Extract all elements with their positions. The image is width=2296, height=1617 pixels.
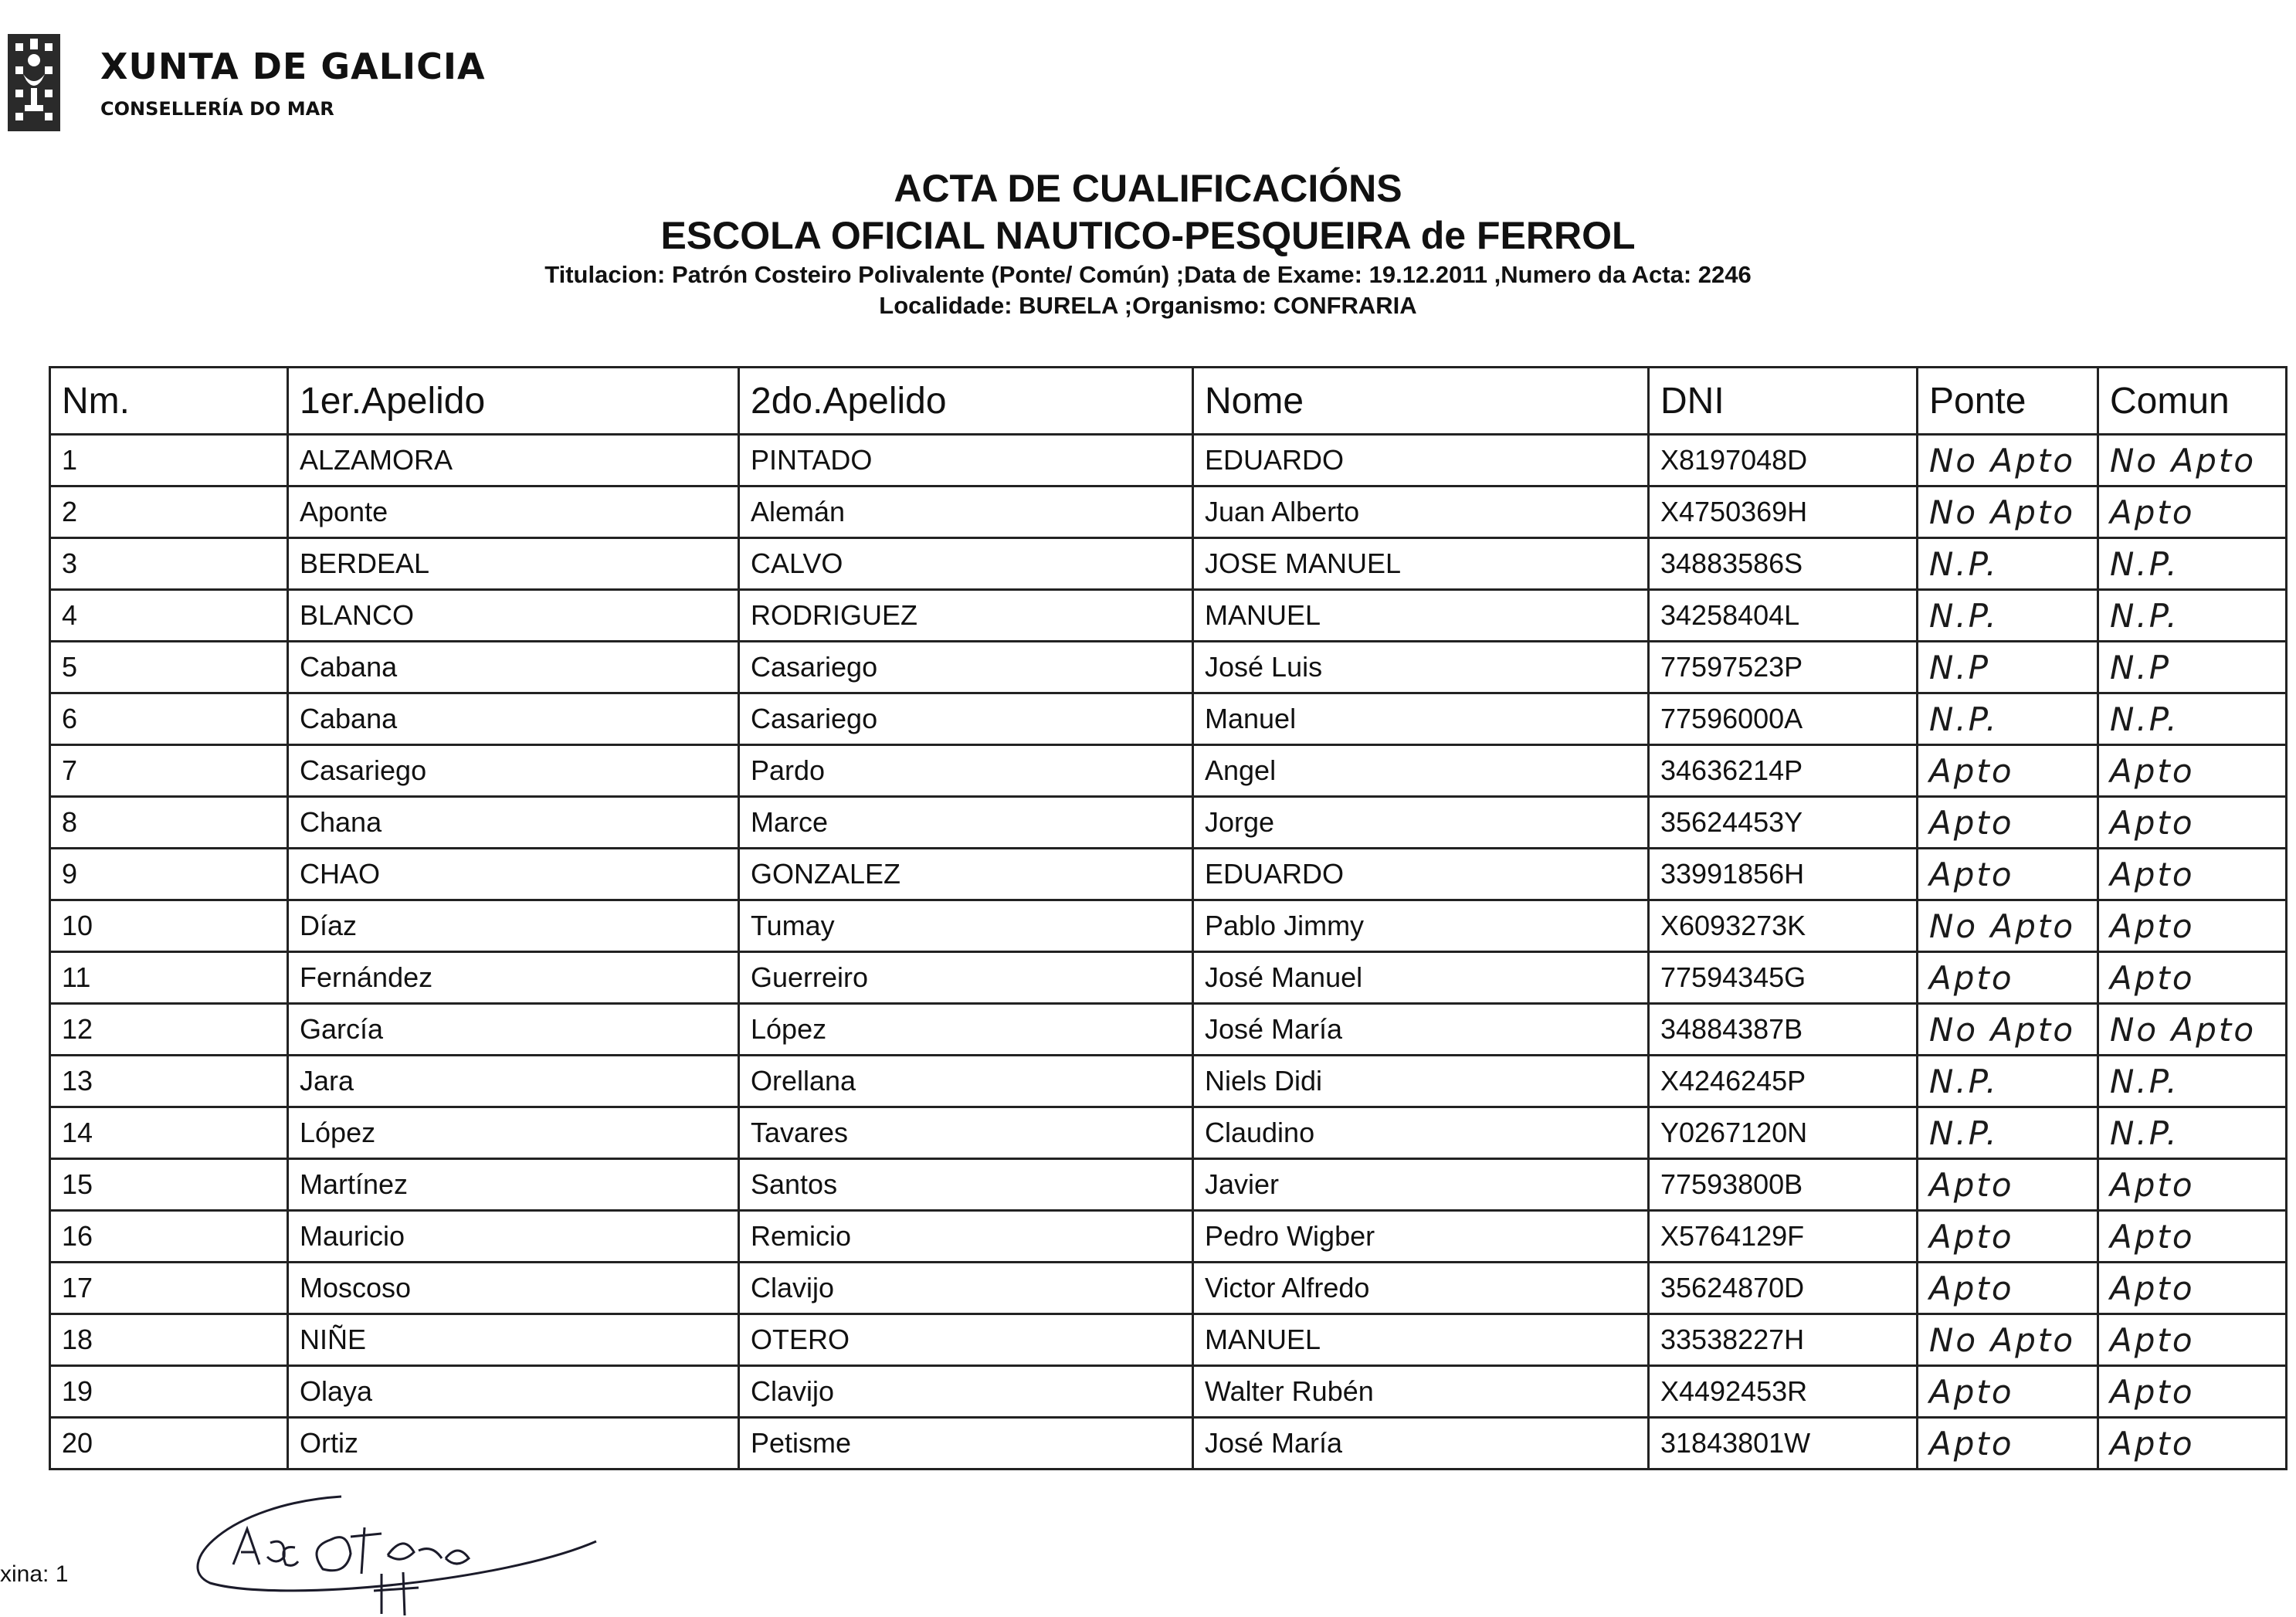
column-header: Nm. [50,368,288,435]
table-cell: Apto [2098,1366,2287,1418]
table-cell: Apto [2098,1418,2287,1470]
table-cell: Remicio [739,1211,1193,1263]
table-cell: Chana [288,797,739,849]
table-header-row [50,368,2287,435]
table-cell: Y0267120N [1649,1107,1918,1159]
table-cell: 31843801W [1649,1418,1918,1470]
galicia-coat-of-arms-icon [8,34,60,131]
table-cell: 14 [50,1107,288,1159]
table-row [50,693,2287,745]
table-cell: Jara [288,1056,739,1107]
table-cell: 33991856H [1649,849,1918,900]
table-cell: 8 [50,797,288,849]
grades-table [49,366,2288,1470]
table-cell: Casariego [739,642,1193,693]
table-cell: Apto [1918,849,2098,900]
table-cell: 5 [50,642,288,693]
table-row [50,900,2287,952]
table-cell: 4 [50,590,288,642]
table-row [50,538,2287,590]
table-cell: 77596000A [1649,693,1918,745]
table-cell: Santos [739,1159,1193,1211]
table-cell: Clavijo [739,1366,1193,1418]
table-cell: RODRIGUEZ [739,590,1193,642]
exam-info: Titulacion: Patrón Costeiro Polivalente (Ponte/ Común) ;Data de Exame: 19.12.2011 ,Numero da Acta: 2246 [544,261,1752,288]
table-cell: Apto [1918,1366,2098,1418]
table-cell: Apto [1918,1211,2098,1263]
column-header: 1er.Apelido [288,368,739,435]
table-cell: 77593800B [1649,1159,1918,1211]
table-cell: Fernández [288,952,739,1004]
column-header: DNI [1649,368,1918,435]
table-cell: X6093273K [1649,900,1918,952]
table-cell: 20 [50,1418,288,1470]
table-row [50,1314,2287,1366]
table-cell: X4750369H [1649,486,1918,538]
table-cell: 34884387B [1649,1004,1918,1056]
table-row [50,1263,2287,1314]
table-row [50,1056,2287,1107]
table-cell: N.P. [2098,693,2287,745]
table-cell: López [739,1004,1193,1056]
table-cell: 17 [50,1263,288,1314]
table-cell: Alemán [739,486,1193,538]
table-cell: N.P. [2098,1107,2287,1159]
table-cell: 6 [50,693,288,745]
table-cell: García [288,1004,739,1056]
table-body [50,435,2287,1470]
table-cell: N.P. [2098,538,2287,590]
table-cell: ALZAMORA [288,435,739,486]
table-cell: N.P. [1918,1056,2098,1107]
table-cell: BERDEAL [288,538,739,590]
table-cell: Cabana [288,693,739,745]
table-cell: Apto [1918,745,2098,797]
table-cell: MANUEL [1193,590,1649,642]
table-cell: Petisme [739,1418,1193,1470]
table-row [50,1159,2287,1211]
table-row [50,486,2287,538]
table-cell: 2 [50,486,288,538]
table-cell: Apto [1918,1159,2098,1211]
table-cell: José Luis [1193,642,1649,693]
table-cell: Ortiz [288,1418,739,1470]
table-row [50,952,2287,1004]
table-cell: José Manuel [1193,952,1649,1004]
table-cell: X4492453R [1649,1366,1918,1418]
table-cell: 7 [50,745,288,797]
table-cell: Díaz [288,900,739,952]
table-cell: 34258404L [1649,590,1918,642]
table-row [50,590,2287,642]
table-cell: Casariego [739,693,1193,745]
table-cell: Olaya [288,1366,739,1418]
page-number: xina: 1 [0,1561,69,1587]
table-cell: Apto [1918,952,2098,1004]
table-cell: 11 [50,952,288,1004]
table-row [50,849,2287,900]
table-cell: NIÑE [288,1314,739,1366]
document-heading [0,165,2296,321]
table-cell: 3 [50,538,288,590]
table-row [50,745,2287,797]
table-cell: No Apto [1918,486,2098,538]
table-cell: 10 [50,900,288,952]
table-row [50,1004,2287,1056]
column-header: 2do.Apelido [739,368,1193,435]
table-cell: 13 [50,1056,288,1107]
table-cell: Angel [1193,745,1649,797]
table-cell: Cabana [288,642,739,693]
table-cell: Claudino [1193,1107,1649,1159]
table-cell: EDUARDO [1193,849,1649,900]
table-cell: Martínez [288,1159,739,1211]
org-name: XUNTA DE GALICIA [100,46,486,87]
table-cell: N.P. [1918,590,2098,642]
table-cell: OTERO [739,1314,1193,1366]
table-cell: Pardo [739,745,1193,797]
table-cell: 35624453Y [1649,797,1918,849]
table-cell: 34636214P [1649,745,1918,797]
table-cell: No Apto [1918,900,2098,952]
table-cell: No Apto [2098,435,2287,486]
table-cell: N.P [2098,642,2287,693]
document-subtitle: ESCOLA OFICIAL NAUTICO-PESQUEIRA de FERROL [660,214,1636,257]
table-cell: Apto [2098,849,2287,900]
table-cell: X8197048D [1649,435,1918,486]
table-cell: 19 [50,1366,288,1418]
table-cell: Apto [1918,1263,2098,1314]
table-cell: No Apto [1918,435,2098,486]
table-cell: N.P. [1918,1107,2098,1159]
table-cell: Moscoso [288,1263,739,1314]
table-cell: N.P. [1918,538,2098,590]
table-row [50,1418,2287,1470]
table-cell: Jorge [1193,797,1649,849]
table-cell: CALVO [739,538,1193,590]
table-cell: PINTADO [739,435,1193,486]
table-cell: EDUARDO [1193,435,1649,486]
table-cell: Aponte [288,486,739,538]
table-cell: MANUEL [1193,1314,1649,1366]
table-cell: Juan Alberto [1193,486,1649,538]
table-cell: 33538227H [1649,1314,1918,1366]
xunta-logo [8,34,486,131]
table-cell: Pedro Wigber [1193,1211,1649,1263]
table-row [50,797,2287,849]
table-cell: Victor Alfredo [1193,1263,1649,1314]
table-cell: Clavijo [739,1263,1193,1314]
table-cell: Javier [1193,1159,1649,1211]
table-cell: 77594345G [1649,952,1918,1004]
table-cell: 34883586S [1649,538,1918,590]
table-cell: Apto [2098,1159,2287,1211]
table-cell: 18 [50,1314,288,1366]
table-cell: No Apto [1918,1314,2098,1366]
table-cell: Apto [1918,797,2098,849]
table-cell: 9 [50,849,288,900]
table-row [50,1107,2287,1159]
document-title: ACTA DE CUALIFICACIÓNS [894,167,1402,210]
table-cell: CHAO [288,849,739,900]
table-cell: Apto [2098,797,2287,849]
table-cell: GONZALEZ [739,849,1193,900]
table-cell: N.P. [2098,1056,2287,1107]
table-cell: 77597523P [1649,642,1918,693]
table-cell: Apto [2098,745,2287,797]
table-cell: Mauricio [288,1211,739,1263]
table-cell: X5764129F [1649,1211,1918,1263]
table-cell: López [288,1107,739,1159]
table-cell: N.P. [2098,590,2287,642]
org-department: CONSELLERÍA DO MAR [100,98,334,120]
signature [179,1481,612,1617]
table-cell: Casariego [288,745,739,797]
table-cell: JOSE MANUEL [1193,538,1649,590]
table-cell: Orellana [739,1056,1193,1107]
table-cell: No Apto [2098,1004,2287,1056]
table-cell: Apto [2098,486,2287,538]
table-cell: Marce [739,797,1193,849]
column-header: Nome [1193,368,1649,435]
table-row [50,435,2287,486]
table-cell: 16 [50,1211,288,1263]
table-cell: Apto [2098,900,2287,952]
table-cell: Pablo Jimmy [1193,900,1649,952]
column-header: Comun [2098,368,2287,435]
table-cell: 15 [50,1159,288,1211]
table-cell: N.P. [1918,693,2098,745]
table-cell: BLANCO [288,590,739,642]
table-cell: N.P [1918,642,2098,693]
table-row [50,1366,2287,1418]
location-info: Localidade: BURELA ;Organismo: CONFRARIA [879,292,1417,319]
table-cell: 12 [50,1004,288,1056]
table-cell: Walter Rubén [1193,1366,1649,1418]
table-cell: Apto [1918,1418,2098,1470]
table-cell: Apto [2098,1211,2287,1263]
table-cell: No Apto [1918,1004,2098,1056]
table-cell: 35624870D [1649,1263,1918,1314]
table-cell: José María [1193,1418,1649,1470]
table-cell: Apto [2098,1314,2287,1366]
table-row [50,642,2287,693]
column-header: Ponte [1918,368,2098,435]
table-cell: Apto [2098,1263,2287,1314]
table-cell: Niels Didi [1193,1056,1649,1107]
table-cell: Manuel [1193,693,1649,745]
table-cell: Guerreiro [739,952,1193,1004]
table-cell: Tavares [739,1107,1193,1159]
table-cell: José María [1193,1004,1649,1056]
table-cell: Apto [2098,952,2287,1004]
table-cell: Tumay [739,900,1193,952]
table-cell: 1 [50,435,288,486]
table-cell: X4246245P [1649,1056,1918,1107]
table-row [50,1211,2287,1263]
